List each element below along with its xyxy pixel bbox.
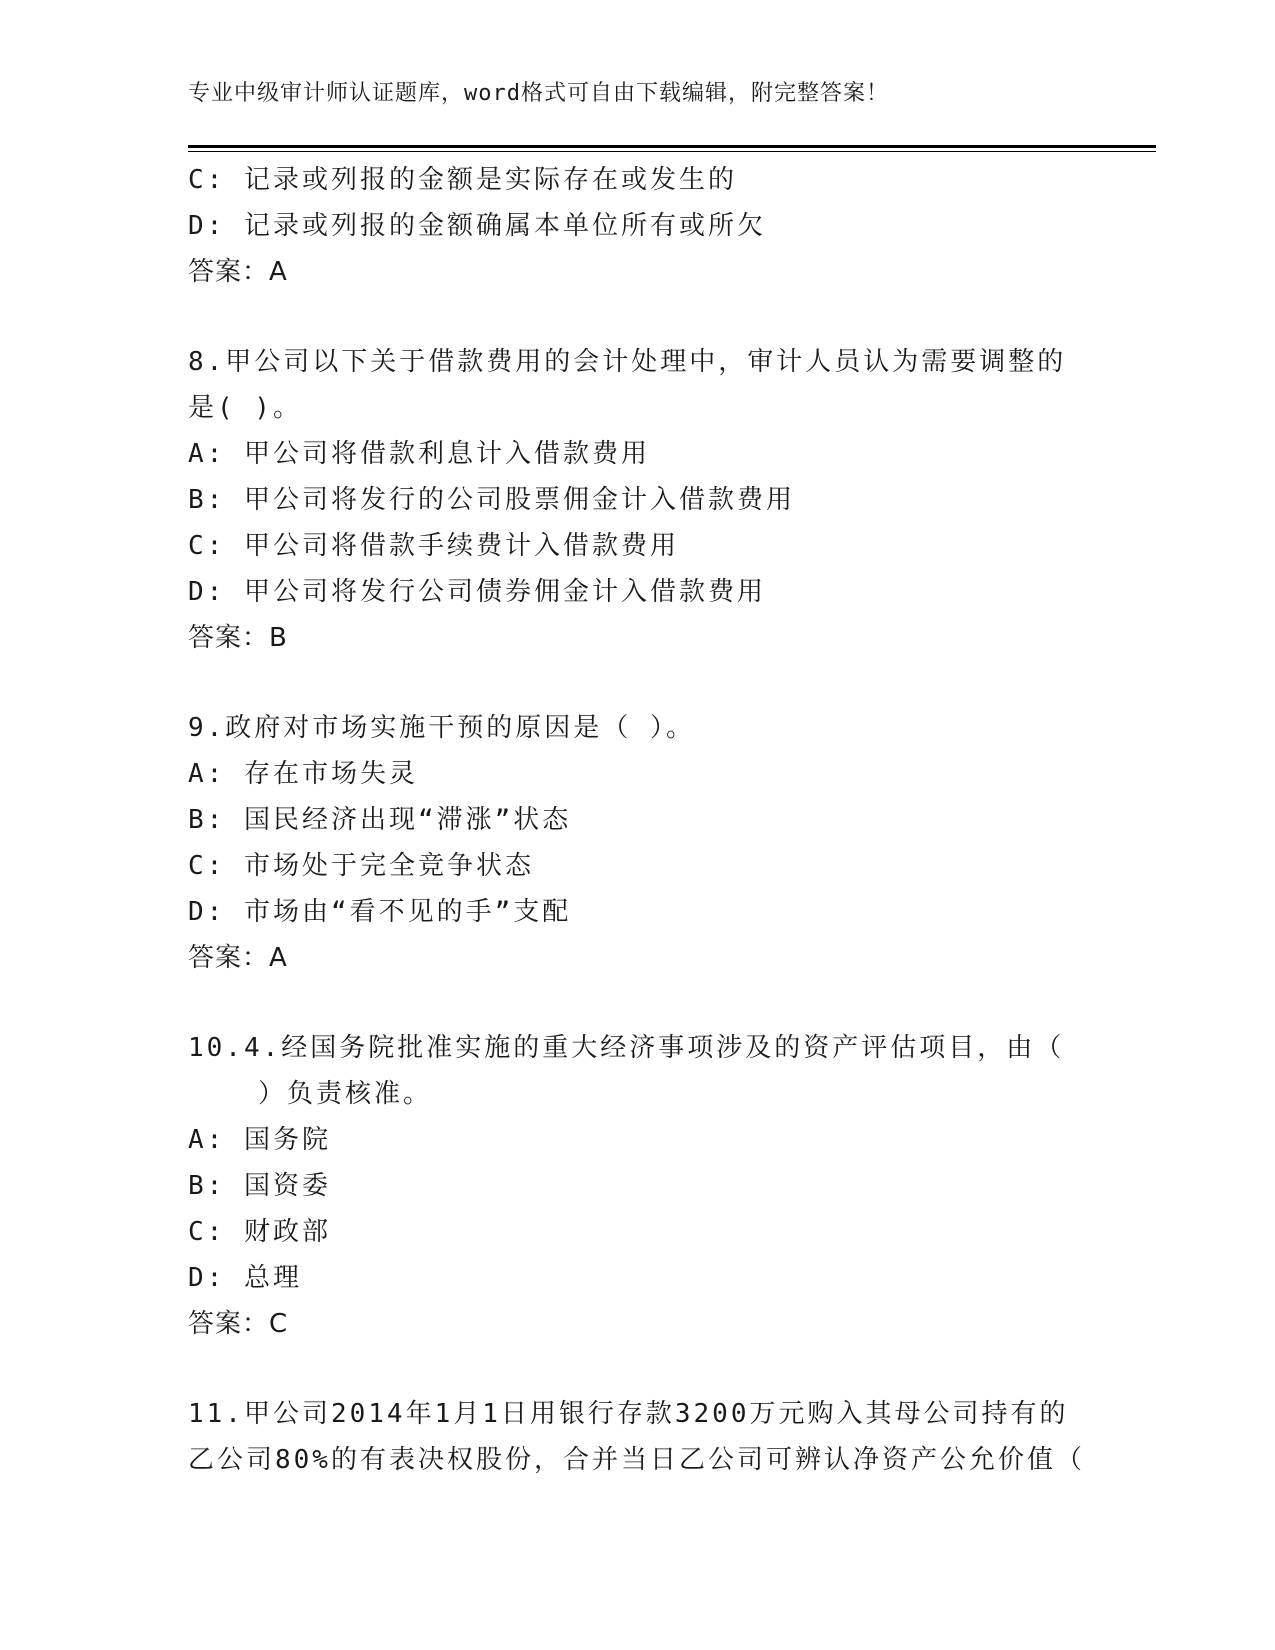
document-body [188, 157, 1088, 1483]
q10-stem-line2: ）负责核准。 [258, 1079, 433, 1109]
spacer [188, 661, 1088, 705]
q9-option-c: C: 市场处于完全竞争状态 [188, 851, 534, 881]
q9-option-b: B: 国民经济出现“滞涨”状态 [188, 805, 572, 835]
q8-option-d: D: 甲公司将发行公司债券佣金计入借款费用 [188, 577, 766, 607]
q10-option-c: C: 财政部 [188, 1217, 331, 1247]
q9-option-a: A: 存在市场失灵 [188, 759, 418, 789]
header-rule [188, 145, 1156, 148]
q10-option-d: D: 总理 [188, 1263, 302, 1293]
q9-option-d: D: 市场由“看不见的手”支配 [188, 897, 572, 927]
q11-stem-line1: 11.甲公司2014年1月1日用银行存款3200万元购入其母公司持有的 [188, 1399, 1069, 1429]
q8-stem-line1: 8.甲公司以下关于借款费用的会计处理中，审计人员认为需要调整的 [188, 347, 1067, 377]
spacer [188, 981, 1088, 1025]
q9-stem-line1: 9.政府对市场实施干预的原因是（ ）。 [188, 713, 695, 743]
q8-stem-line2: 是( )。 [188, 393, 302, 423]
page-header: 专业中级审计师认证题库，word格式可自由下载编辑，附完整答案！ [188, 81, 889, 106]
q10-option-a: A: 国务院 [188, 1125, 331, 1155]
q10-stem-line1: 10.4.经国务院批准实施的重大经济事项涉及的资产评估项目，由（ [188, 1033, 1065, 1063]
q7-option-d: D: 记录或列报的金额确属本单位所有或所欠 [188, 211, 766, 241]
q8-option-b: B: 甲公司将发行的公司股票佣金计入借款费用 [188, 485, 795, 515]
q11-stem-line2: 乙公司80%的有表决权股份，合并当日乙公司可辨认净资产公允价值（ [188, 1445, 1085, 1475]
header-rule-thin [188, 151, 1156, 152]
q8-answer: 答案：B [188, 623, 288, 653]
q10-answer: 答案：C [188, 1309, 289, 1339]
spacer [188, 1347, 1088, 1391]
spacer [188, 295, 1088, 339]
q10-option-b: B: 国资委 [188, 1171, 331, 1201]
q8-option-a: A: 甲公司将借款利息计入借款费用 [188, 439, 650, 469]
q7-answer: 答案：A [188, 257, 288, 287]
q7-option-c: C: 记录或列报的金额是实际存在或发生的 [188, 165, 737, 195]
q9-answer: 答案：A [188, 943, 288, 973]
q8-option-c: C: 甲公司将借款手续费计入借款费用 [188, 531, 679, 561]
